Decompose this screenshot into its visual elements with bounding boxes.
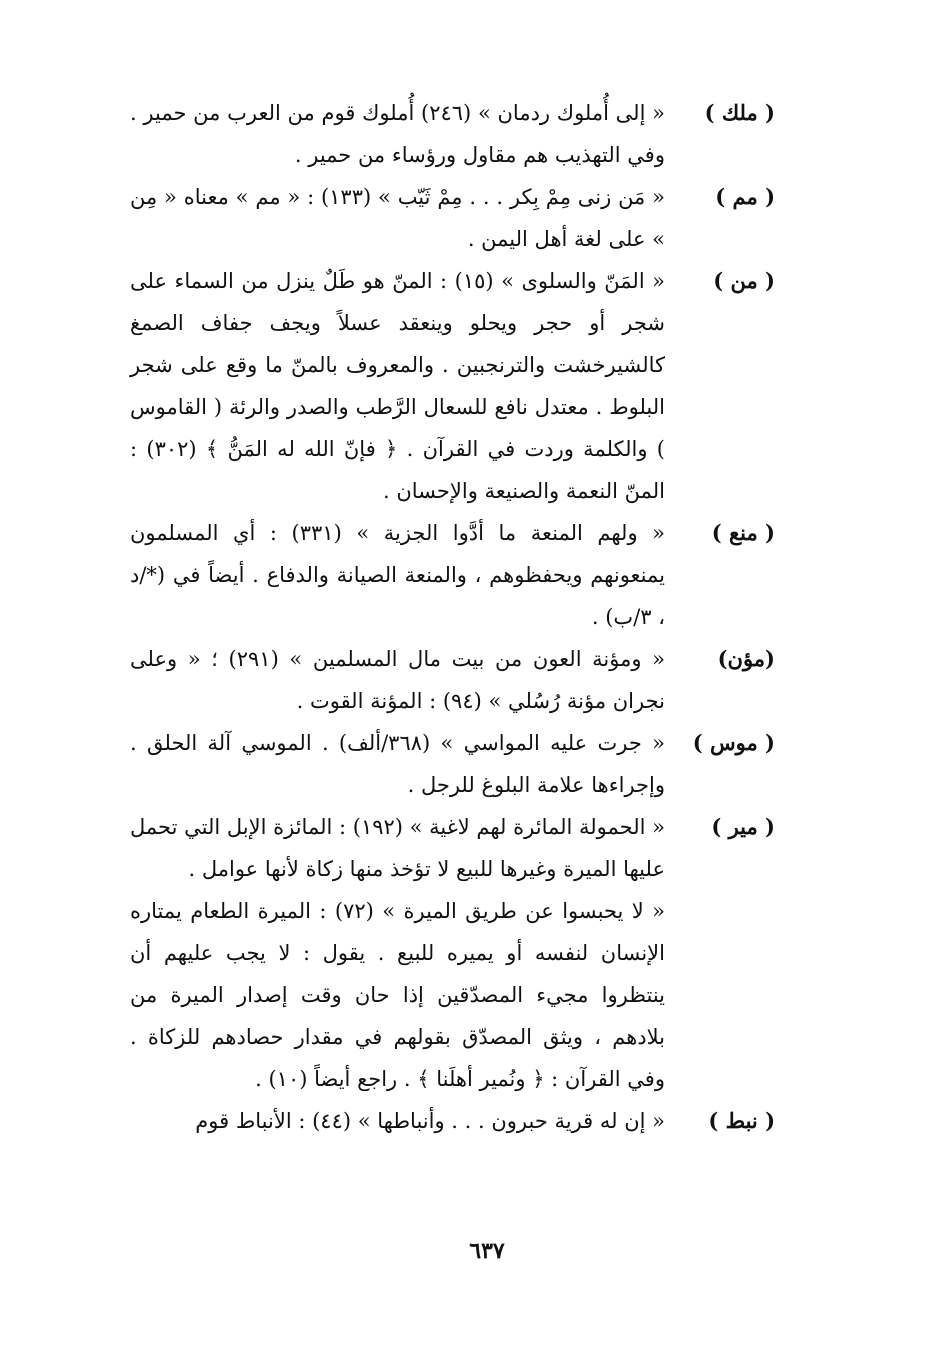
entry-body [130, 638, 665, 722]
entry-body [130, 176, 665, 260]
entry-body [130, 92, 665, 176]
entry-paragraph: « ومؤنة العون من بيت مال المسلمين » (٢٩١) ؛ « وعلى نجران مؤنة رُسُلي » (٩٤) : المؤنة القوت . [130, 647, 665, 713]
entry-nabat [130, 1100, 775, 1142]
entry-body [130, 722, 665, 806]
entry-malak [130, 92, 775, 176]
entry-body [130, 260, 665, 512]
dictionary-page [130, 92, 775, 1142]
entry-paragraph: « مَن زنى مِمْ بِكر . . . مِمْ ثَيّب » (١٣٣) : « مم » معناه « مِن » على لغة أهل اليمن . [130, 185, 665, 251]
entry-paragraph: « ولهم المنعة ما أدَّوا الجزية » (٣٣١) : أي المسلمون يمنعونهم ويحفظوهم ، والمنعة الصيانة والدفاع . أيضاً في (*/د ، ٣/ب) . [130, 521, 665, 629]
entry-mir [130, 806, 775, 890]
entry-mus [130, 722, 775, 806]
entry-headword: ( مم ) [715, 184, 775, 209]
entry-headword: ( مير ) [711, 814, 775, 839]
entry-body [130, 512, 665, 638]
entry-headword: ( من ) [713, 268, 775, 293]
entry-paragraph: « المَنّ والسلوى » (١٥) : المنّ هو طَلٌ ينزل من السماء على شجر أو حجر ويحلو وينعقد عسلاً ويجف جفاف الصمغ كالشيرخشت والترنجبين . والمعروف بالمنّ ما وقع على شجر البلوط . معتدل نافع للسعال الرَّطب والصدر والرئة ( القاموس ) والكلمة وردت في القرآن . ﴿ فإنّ الله له المَنُّ ﴾ (٣٠٢) : المنّ النعمة والصنيعة والإحسان . [130, 269, 665, 503]
entry-body [130, 806, 665, 890]
entry-headword: ( ملك ) [704, 100, 775, 125]
entry-headword: (مؤن) [717, 646, 775, 671]
entry-mir-continued [130, 890, 775, 1100]
entry-paragraph: « لا يحبسوا عن طريق الميرة » (٧٢) : الميرة الطعام يمتاره الإنسان لنفسه أو يميره للبيع . يقول : لا يجب عليهم أن ينتظروا مجيء المصدّقين إذا حان وقت إصدار الميرة من بلادهم ، ويثق المصدّق بقولهم في مقدار حصادهم للزكاة . وفي القرآن : ﴿ ونُمير أهلَنا ﴾ . راجع أيضاً (١٠) . [130, 899, 666, 1091]
entry-body [130, 890, 665, 1100]
entry-headword: ( نبط ) [708, 1108, 775, 1133]
entry-mana [130, 512, 775, 638]
page-number: ٦٣٧ [469, 1238, 505, 1264]
entry-muan [130, 638, 775, 722]
entry-headword: ( موس ) [692, 730, 775, 755]
entry-paragraph: « إن له قرية حبرون . . . وأنباطها » (٤٤) : الأنباط قوم [195, 1109, 665, 1133]
entry-paragraph: « الحمولة المائرة لهم لاغية » (١٩٢) : المائزة الإبل التي تحمل عليها الميرة وغيرها للبيع لا تؤخذ منها زكاة لأنها عوامل . [130, 815, 665, 881]
entry-min [130, 260, 775, 512]
entry-mim [130, 176, 775, 260]
entry-body [130, 1100, 665, 1142]
entry-paragraph: « إلى أُملوك ردمان » (٢٤٦) أُملوك قوم من العرب من حمير . وفي التهذيب هم مقاول ورؤساء من حمير . [130, 101, 665, 167]
entry-headword: ( منع ) [711, 520, 775, 545]
entry-paragraph: « جرت عليه المواسي » (٣٦٨/ألف) . الموسي آلة الحلق . وإجراءها علامة البلوغ للرجل . [130, 731, 665, 797]
